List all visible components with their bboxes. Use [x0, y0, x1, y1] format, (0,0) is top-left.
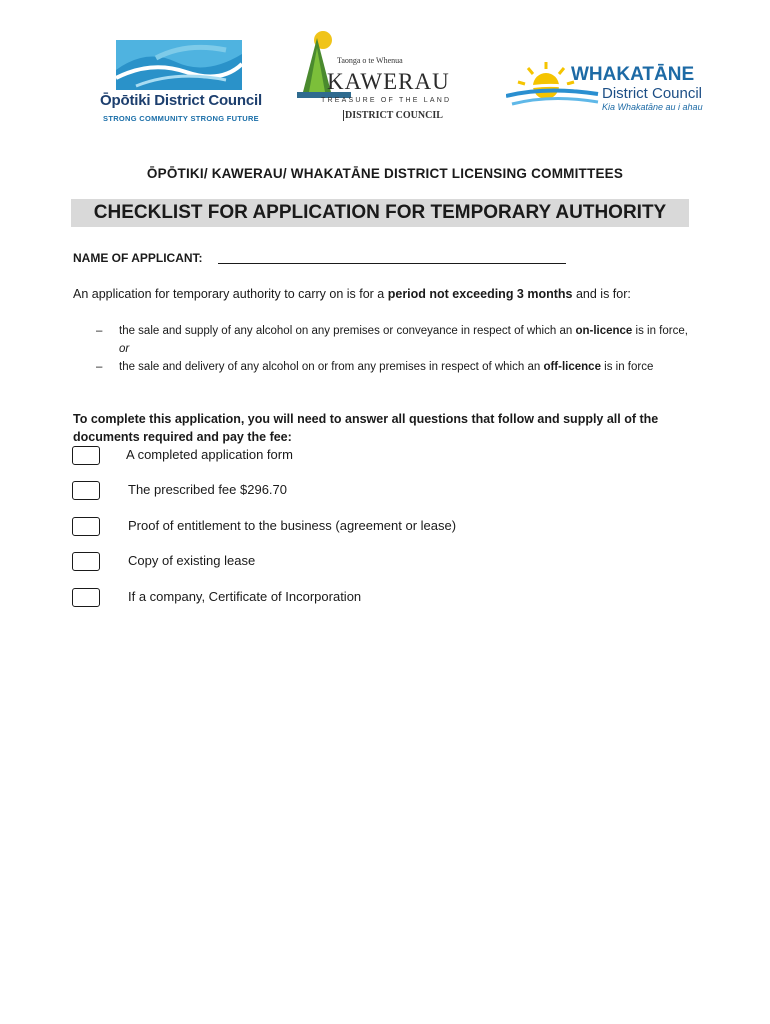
bullet-dash: –	[96, 325, 103, 337]
bullet-bold: off-licence	[543, 361, 601, 373]
opotiki-tagline: STRONG COMMUNITY STRONG FUTURE	[103, 114, 259, 123]
checklist-checkbox[interactable]	[72, 517, 100, 536]
checklist-checkbox[interactable]	[72, 552, 100, 571]
opotiki-name: Ōpōtiki District Council	[100, 92, 262, 109]
title-banner	[71, 199, 689, 227]
licence-bullet-list	[96, 322, 690, 376]
checklist-label: Copy of existing lease	[128, 553, 256, 568]
checklist-item	[72, 481, 692, 501]
bullet-item	[96, 358, 690, 376]
opotiki-wave-icon	[116, 40, 242, 90]
checklist-item	[72, 446, 692, 466]
intro-text-2: and is for:	[572, 287, 631, 301]
whakatane-tagline: Kia Whakatāne au i ahau	[602, 102, 703, 112]
whakatane-district-council: District Council	[602, 85, 703, 102]
bullet-text-2: is in force,	[632, 325, 688, 337]
checklist-checkbox[interactable]	[72, 481, 100, 500]
opotiki-logo	[92, 40, 270, 126]
checklist-item	[72, 517, 692, 537]
checklist-label: The prescribed fee $296.70	[128, 482, 287, 497]
bullet-text-1: the sale and supply of any alcohol on any premises or conveyance in respect of which an	[119, 325, 576, 337]
whakatane-name: WHAKATĀNE	[571, 64, 695, 85]
checklist-item	[72, 588, 692, 608]
applicant-name-field[interactable]	[218, 263, 566, 264]
intro-text-1: An application for temporary authority to carry on is for a	[73, 287, 388, 301]
kawerau-district-council: DISTRICT COUNCIL	[345, 110, 443, 121]
committee-heading: ŌPŌTIKI/ KAWERAU/ WHAKATĀNE DISTRICT LICENSING COMMITTEES	[146, 166, 624, 181]
kawerau-logo	[293, 30, 473, 130]
intro-paragraph	[73, 286, 693, 303]
page-title: CHECKLIST FOR APPLICATION FOR TEMPORARY AUTHORITY	[93, 202, 667, 223]
bullet-bold: on-licence	[575, 325, 633, 337]
complete-instructions: To complete this application, you will need to answer all questions that follow and supply all of the documents required and pay the fee:	[73, 412, 659, 444]
bullet-dash: –	[96, 361, 103, 373]
kawerau-top-text: Taonga o te Whenua	[337, 56, 403, 65]
checklist-item	[72, 552, 692, 572]
whakatane-logo	[506, 60, 716, 120]
intro-bold: period not exceeding 3 months	[387, 287, 573, 301]
kawerau-tagline: TREASURE OF THE LAND	[321, 97, 452, 104]
header-logos	[0, 30, 770, 130]
bullet-item	[96, 322, 690, 358]
bullet-text-2: is in force	[600, 361, 654, 373]
bullet-text-1: the sale and delivery of any alcohol on or from any premises in respect of which an	[119, 361, 544, 373]
checklist-label: Proof of entitlement to the business (agreement or lease)	[128, 518, 457, 533]
checklist-label: A completed application form	[126, 447, 293, 462]
checklist-checkbox[interactable]	[72, 446, 100, 465]
bullet-italic: or	[119, 343, 130, 355]
kawerau-name: KAWERAU	[327, 69, 450, 94]
applicant-label: NAME OF APPLICANT:	[73, 251, 203, 265]
checklist-label: If a company, Certificate of Incorporation	[128, 589, 362, 604]
checklist-checkbox[interactable]	[72, 588, 100, 607]
